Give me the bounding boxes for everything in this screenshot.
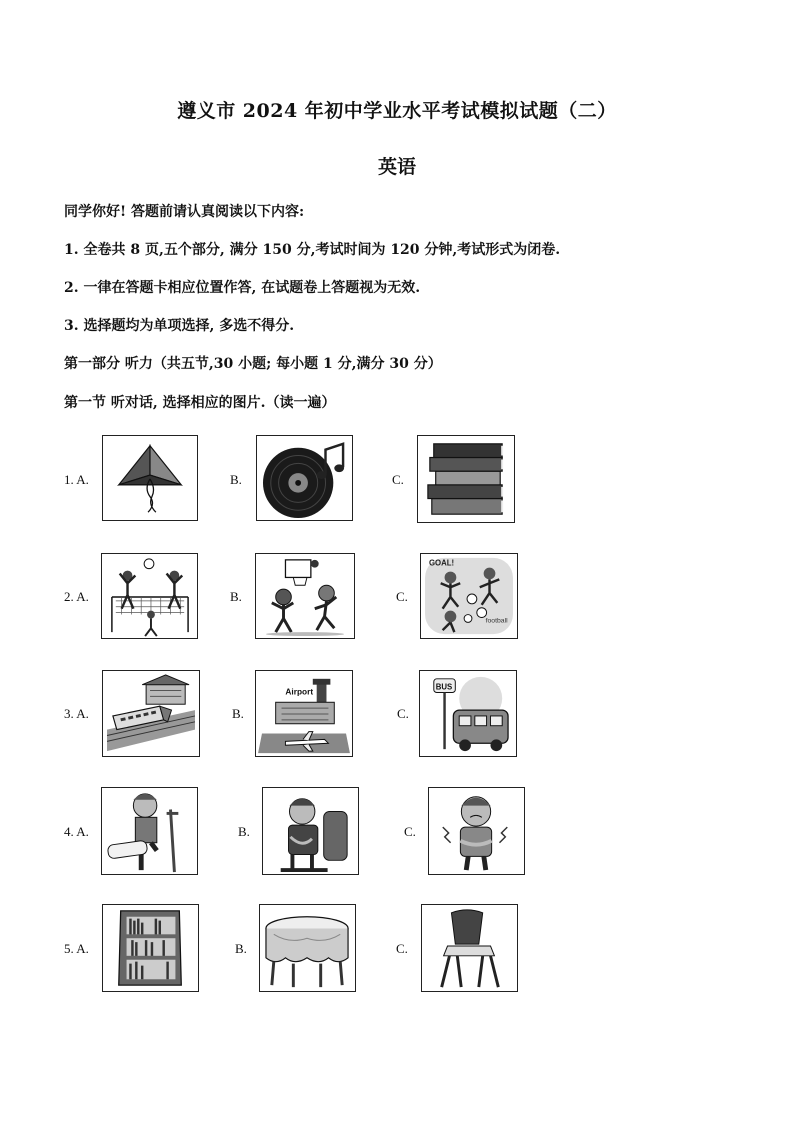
q5-b-label: B. (235, 941, 247, 956)
q3-c-label: C. (397, 706, 409, 721)
part1-heading: 第一部分 听力（共五节,30 小题; 每小题 1 分,满分 30 分） (64, 356, 442, 372)
greeting: 同学你好! 答题前请认真阅读以下内容: (64, 204, 305, 220)
page-title: 遵义市 2024 年初中学业水平考试模拟试题（二） (177, 100, 617, 122)
bus-sign: BUS (435, 682, 453, 692)
bookshelf-icon (102, 904, 199, 992)
stomachache-icon (428, 787, 525, 875)
kite-icon (102, 435, 198, 521)
instruction-1: 1. 全卷共 8 页,五个部分, 满分 150 分,考试时间为 120 分钟,考试形式为闭卷. (64, 242, 561, 258)
instruction-2: 2. 一律在答题卡相应位置作答, 在试题卷上答题视为无效. (64, 280, 421, 296)
basketball-icon (255, 553, 355, 639)
q1-a-label: 1. A. (64, 472, 89, 487)
volleyball-icon (101, 553, 198, 639)
section1-heading: 第一节 听对话, 选择相应的图片.（读一遍） (64, 395, 336, 411)
q2-a-label: 2. A. (64, 589, 89, 604)
train-icon (102, 670, 200, 757)
q5-a-label: 5. A. (64, 941, 89, 956)
svg-text:GOAL!: GOAL! (428, 558, 455, 568)
airport-sign: Airport (285, 686, 314, 697)
table-icon (259, 904, 356, 992)
instruction-3: 3. 选择题均为单项选择, 多选不得分. (64, 318, 295, 334)
q3-b-label: B. (232, 706, 244, 721)
record-music-icon (256, 435, 353, 521)
football-caption: football (485, 617, 508, 625)
q4-a-label: 4. A. (64, 824, 89, 839)
q1-c-label: C. (392, 472, 404, 487)
q5-c-label: C. (396, 941, 408, 956)
q2-c-label: C. (396, 589, 408, 604)
q3-a-label: 3. A. (64, 706, 89, 721)
airport-icon (255, 670, 353, 757)
subject-title: 英语 (377, 156, 416, 178)
q4-b-label: B. (238, 824, 250, 839)
chair-icon (421, 904, 518, 992)
football-icon (420, 553, 518, 639)
headache-icon (262, 787, 359, 875)
q1-b-label: B. (230, 472, 242, 487)
broken-leg-icon (101, 787, 198, 875)
q4-c-label: C. (404, 824, 416, 839)
bus-icon (419, 670, 517, 757)
q2-b-label: B. (230, 589, 242, 604)
books-icon (417, 435, 515, 523)
